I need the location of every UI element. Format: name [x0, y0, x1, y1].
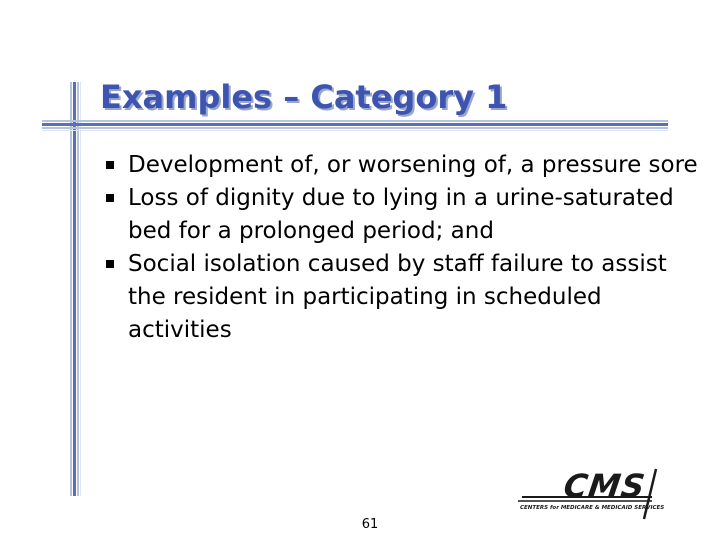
bullet-text: Social isolation caused by staff failure to assist the resident in participating in scheduled activities: [128, 251, 667, 343]
bullet-item: [106, 149, 706, 182]
bullet-item: [106, 248, 706, 347]
page-number: 61: [361, 517, 379, 532]
cms-logo: [516, 467, 670, 521]
slide-title: Examples – Category 1: [100, 78, 508, 116]
vertical-rule: [70, 82, 82, 496]
title-underline-rule: [42, 120, 668, 134]
square-bullet-icon: [106, 161, 114, 169]
bullet-text: Development of, or worsening of, a pressure sore: [128, 152, 698, 178]
square-bullet-icon: [106, 194, 114, 202]
bullet-text: Loss of dignity due to lying in a urine-saturated bed for a prolonged period; and: [128, 185, 674, 244]
logo-subtitle: CENTERS for MEDICARE & MEDICAID SERVICES: [520, 505, 665, 511]
bullet-list: [106, 149, 706, 347]
bullet-item: [106, 182, 706, 248]
logo-wordmark: CMS: [561, 467, 649, 505]
square-bullet-icon: [106, 260, 114, 268]
